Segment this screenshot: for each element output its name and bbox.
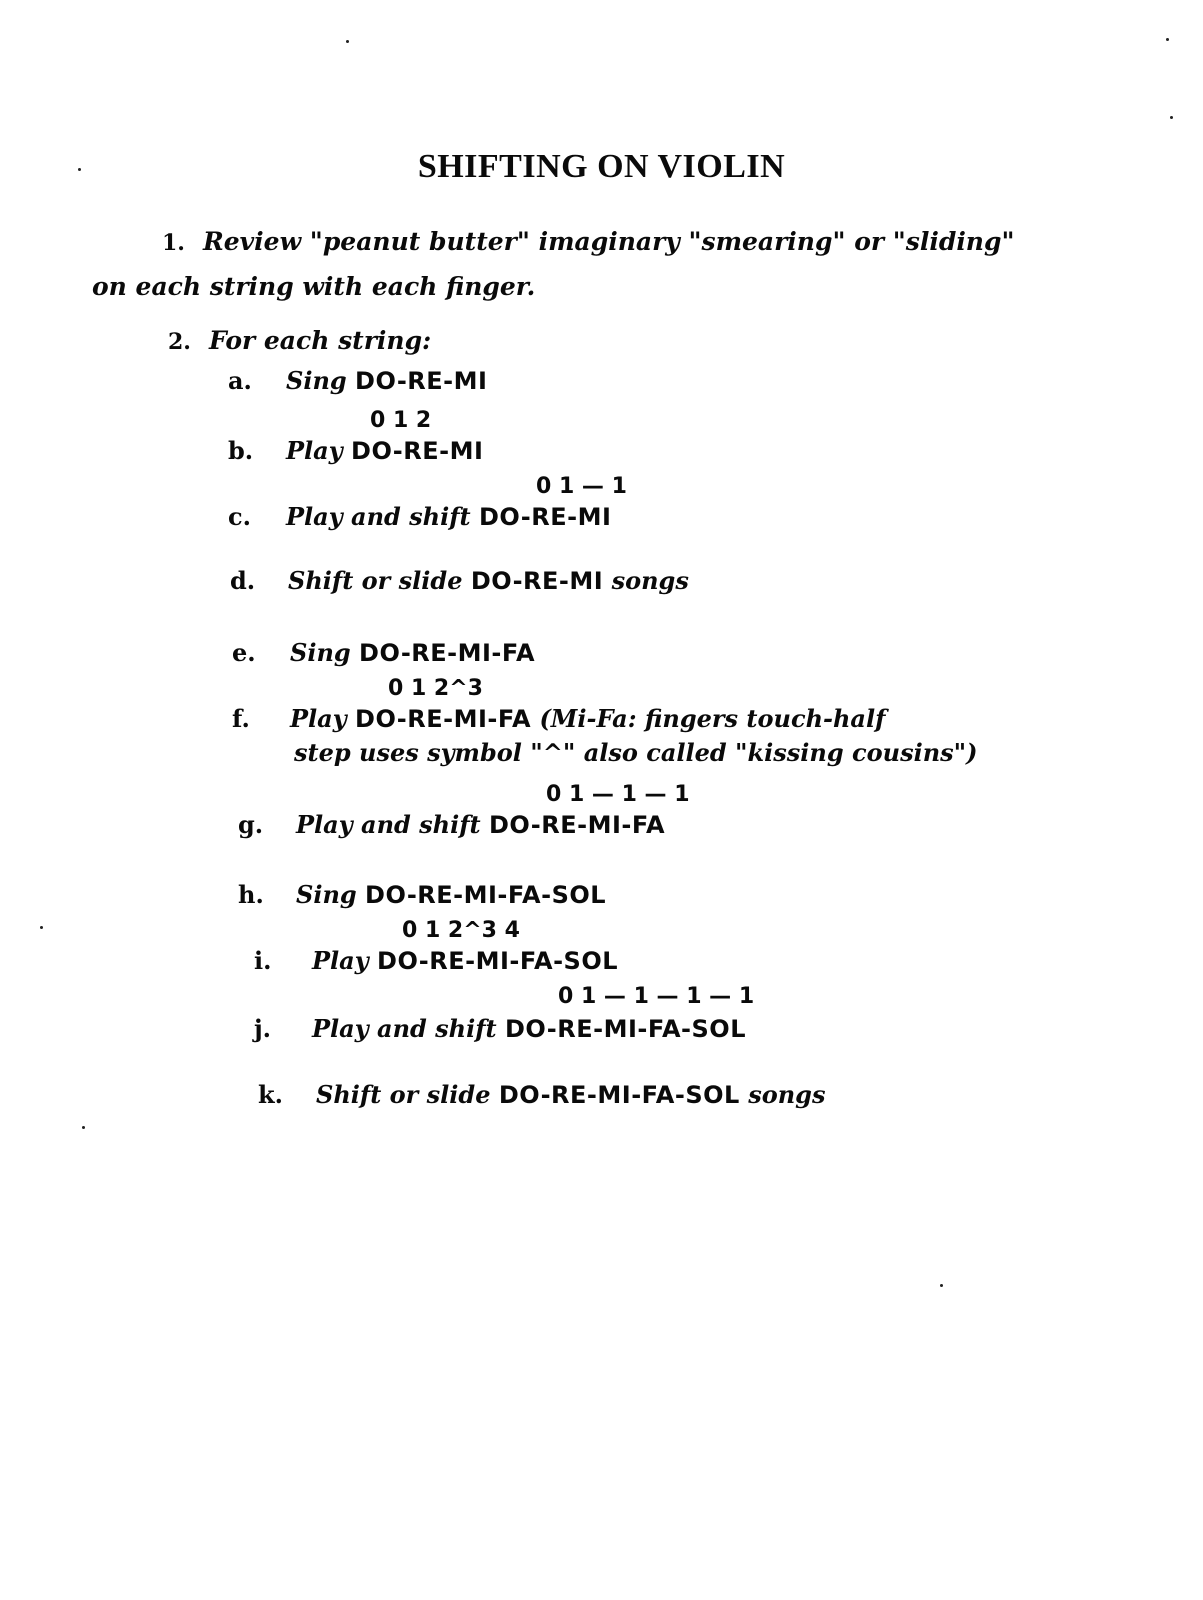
item-2-heading bbox=[168, 326, 431, 355]
page-title: SHIFTING ON VIOLIN bbox=[417, 148, 786, 185]
solfege-notes: DO-RE-MI-FA bbox=[355, 705, 532, 733]
step-letter: f. bbox=[232, 704, 250, 733]
item-2-number: 2. bbox=[168, 329, 191, 355]
step-label: Sing bbox=[290, 638, 351, 667]
step-label: Play and shift bbox=[296, 810, 481, 839]
step-letter: k. bbox=[258, 1080, 283, 1109]
step-note-line-1: (Mi-Fa: fingers touch-half bbox=[539, 704, 886, 733]
step-label: Play bbox=[312, 946, 369, 975]
step-label: Sing bbox=[296, 880, 357, 909]
scan-speck bbox=[940, 1284, 943, 1287]
step-j bbox=[254, 1014, 746, 1043]
item-1-line-1: Review "peanut butter" imaginary "smearing" or "sliding" bbox=[202, 227, 1015, 256]
solfege-notes: DO-RE-MI bbox=[355, 367, 488, 395]
step-letter: b. bbox=[228, 436, 254, 465]
step-letter: h. bbox=[238, 880, 264, 909]
finger-numbers-i: 0 1 2^3 4 bbox=[402, 918, 520, 943]
step-suffix: songs bbox=[748, 1080, 826, 1109]
step-i bbox=[254, 946, 618, 975]
finger-numbers-b: 0 1 2 bbox=[370, 408, 432, 433]
item-1-line-2: on each string with each finger. bbox=[92, 272, 536, 301]
step-letter: g. bbox=[238, 810, 264, 839]
item-1 bbox=[92, 220, 1132, 309]
step-f bbox=[232, 704, 885, 733]
solfege-notes: DO-RE-MI bbox=[470, 567, 604, 595]
step-letter: d. bbox=[230, 566, 256, 595]
finger-numbers-g: 0 1 — 1 — 1 bbox=[546, 782, 690, 807]
solfege-notes: DO-RE-MI-FA-SOL bbox=[365, 881, 607, 909]
step-label: Play bbox=[286, 436, 343, 465]
step-letter: e. bbox=[232, 638, 256, 667]
solfege-notes: DO-RE-MI-FA-SOL bbox=[505, 1015, 746, 1043]
step-letter: a. bbox=[228, 366, 252, 395]
scan-speck bbox=[1170, 116, 1173, 119]
step-label: Shift or slide bbox=[288, 566, 463, 595]
step-g bbox=[238, 810, 665, 839]
solfege-notes: DO-RE-MI-FA bbox=[489, 811, 666, 839]
step-label: Shift or slide bbox=[316, 1080, 491, 1109]
item-1-number: 1. bbox=[162, 230, 185, 256]
step-e bbox=[232, 638, 535, 667]
step-label: Play and shift bbox=[312, 1014, 497, 1043]
finger-numbers-f: 0 1 2^3 bbox=[388, 676, 483, 701]
step-letter: i. bbox=[254, 946, 272, 975]
step-d bbox=[230, 566, 689, 595]
scan-speck bbox=[1166, 38, 1169, 41]
step-suffix: songs bbox=[611, 566, 689, 595]
step-c bbox=[228, 502, 611, 531]
scan-speck bbox=[78, 168, 81, 171]
step-f-note-line-2: step uses symbol "^" also called "kissing cousins") bbox=[294, 738, 978, 767]
solfege-notes: DO-RE-MI bbox=[479, 503, 612, 531]
step-k bbox=[258, 1080, 825, 1109]
step-b bbox=[228, 436, 483, 465]
scan-speck bbox=[82, 1126, 85, 1129]
scan-speck bbox=[346, 40, 349, 43]
finger-numbers-c: 0 1 — 1 bbox=[536, 474, 627, 499]
scan-speck bbox=[40, 926, 43, 929]
solfege-notes: DO-RE-MI-FA bbox=[359, 639, 536, 667]
step-label: Sing bbox=[286, 366, 347, 395]
item-2-heading-text: For each string: bbox=[208, 326, 432, 355]
step-h bbox=[238, 880, 606, 909]
step-letter: j. bbox=[254, 1014, 272, 1043]
solfege-notes: DO-RE-MI-FA-SOL bbox=[498, 1081, 740, 1109]
solfege-notes: DO-RE-MI bbox=[351, 437, 484, 465]
solfege-notes: DO-RE-MI-FA-SOL bbox=[377, 947, 619, 975]
step-letter: c. bbox=[228, 502, 251, 531]
step-label: Play bbox=[290, 704, 347, 733]
finger-numbers-j: 0 1 — 1 — 1 — 1 bbox=[558, 984, 755, 1009]
step-label: Play and shift bbox=[286, 502, 471, 531]
step-a bbox=[228, 366, 487, 395]
